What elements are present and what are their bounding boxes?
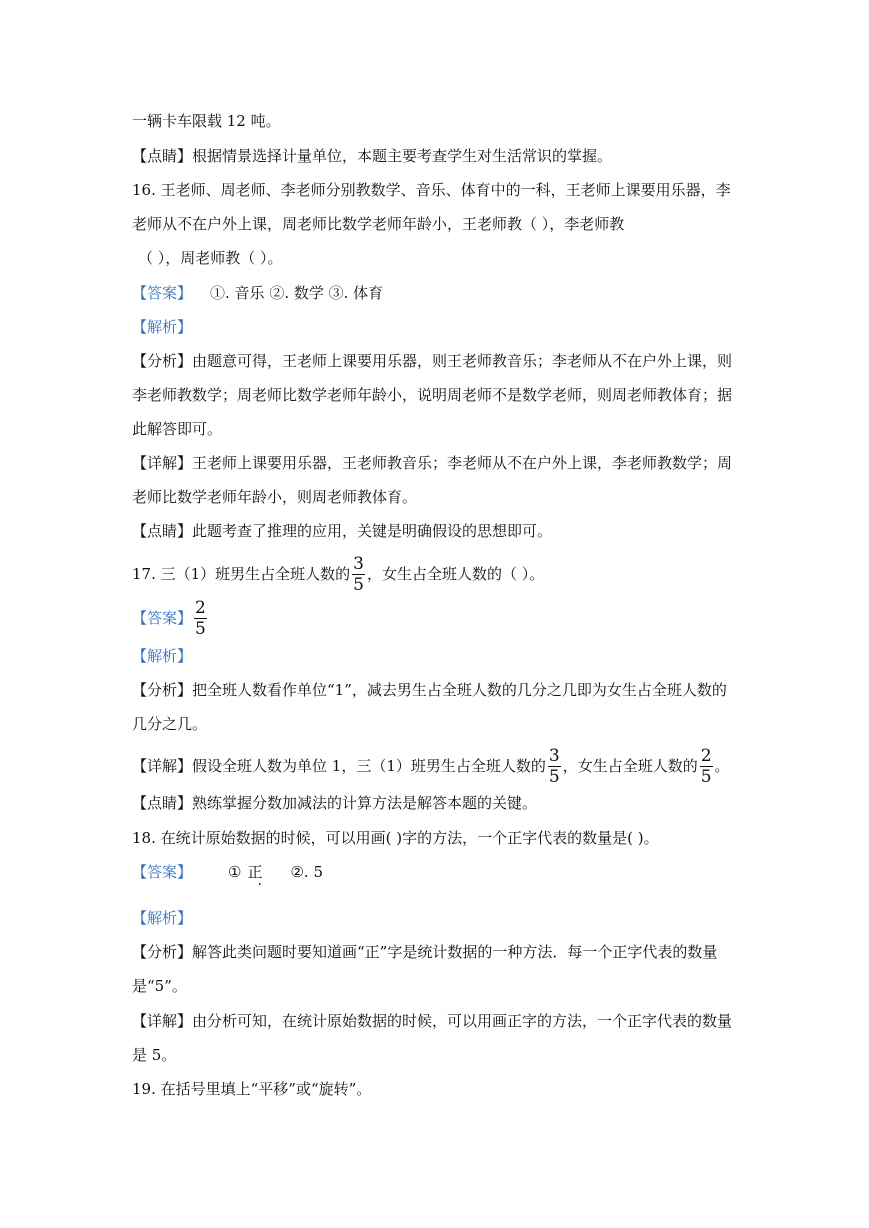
analysis-text: 把全班人数看作单位“1”，减去男生占全班人数的几分之几即为女生占全班人数的 — [192, 681, 727, 699]
detail-text-c: 。 — [714, 757, 730, 775]
q16-stem-line1: 16. 王老师、周老师、李老师分别教数学、音乐、体育中的一科，王老师上课要用乐器，李 — [132, 181, 731, 199]
q17-analysis-line2: 几分之几。 — [132, 715, 208, 733]
q18-jiexi-tag: 【解析】 — [132, 909, 193, 927]
analysis-text: 解答此类问题时要知道画“正”字是统计数据的一种方法．每一个正字代表的数量 — [192, 943, 718, 961]
answer-text: ①. 音乐 ②. 数学 ③. 体育 — [210, 284, 384, 302]
q16-analysis-line1 — [132, 351, 732, 371]
q16-detail-line1 — [132, 453, 732, 473]
fraction-denominator: 5 — [195, 619, 206, 639]
answer-tag: 【答案】 — [132, 284, 193, 302]
q17-stem-a: 17. 三（1）班男生占全班人数的 — [132, 565, 351, 583]
detail-text: 王老师上课要用乐器，王老师教音乐；李老师从不在户外上课，李老师教数学；周 — [192, 454, 733, 472]
detail-text-a: 假设全班人数为单位 1，三（1）班男生占全班人数的 — [192, 757, 546, 775]
q17-jiexi-tag: 【解析】 — [132, 647, 193, 665]
q18-detail-line1 — [132, 1011, 732, 1031]
detail-tag: 【详解】 — [132, 454, 193, 472]
q16-answer — [132, 283, 383, 303]
comment-tag: 【点睛】 — [132, 522, 193, 540]
comment-text: 熟练掌握分数加减法的计算方法是解答本题的关键。 — [192, 794, 538, 812]
analysis-tag: 【分析】 — [132, 681, 193, 699]
q17-comment — [132, 793, 537, 813]
q17-stem-b: ，女生占全班人数的（ ）。 — [367, 565, 545, 583]
q16-jiexi-tag: 【解析】 — [132, 318, 193, 336]
detail-text: 由分析可知，在统计原始数据的时候，可以用画正字的方法，一个正字代表的数量 — [192, 1012, 733, 1030]
fraction-numerator: 2 — [700, 746, 712, 766]
q18-stem: 18. 在统计原始数据的时候，可以用画( )字的方法，一个正字代表的数量是( )。 — [132, 829, 659, 847]
detail-text-b: ，女生占全班人数的 — [562, 757, 698, 775]
analysis-tag: 【分析】 — [132, 352, 193, 370]
fraction-numerator: 3 — [548, 746, 560, 766]
q17-detail — [132, 748, 730, 786]
q17-answer — [132, 600, 209, 638]
q16-detail-line2: 老师比数学老师年龄小，则周老师教体育。 — [132, 488, 418, 506]
q18-analysis-line1 — [132, 942, 717, 962]
detail-tag: 【详解】 — [132, 1012, 193, 1030]
fraction-three-fifths — [352, 556, 365, 594]
q16-analysis-line3: 此解答即可。 — [132, 420, 223, 438]
q16-stem-line3: （ ），周老师教（ ）。 — [138, 249, 283, 267]
comment-tag: 【点睛】 — [132, 147, 193, 165]
comment-text: 此题考查了推理的应用，关键是明确假设的思想即可。 — [192, 522, 553, 540]
answer-1-value: 正 — [247, 863, 263, 881]
prev-comment — [132, 146, 612, 166]
answer-tag: 【答案】 — [132, 609, 193, 627]
answer-1: ① — [228, 863, 242, 881]
fraction-numerator: 3 — [353, 554, 364, 574]
answer-tag: 【答案】 — [132, 863, 193, 881]
fraction-two-fifths — [700, 748, 713, 786]
fraction-denominator: 5 — [700, 767, 712, 787]
analysis-tag: 【分析】 — [132, 943, 193, 961]
comment-text: 根据情景选择计量单位，本题主要考查学生对生活常识的掌握。 — [192, 147, 613, 165]
fraction-denominator: 5 — [548, 767, 560, 787]
q18-answer — [132, 862, 323, 882]
fraction-denominator: 5 — [353, 575, 364, 595]
detail-tag: 【详解】 — [132, 757, 193, 775]
q17-stem — [132, 556, 544, 594]
q16-stem-line2: 老师从不在户外上课，周老师比数学老师年龄小，王老师教（ ），李老师教 — [132, 215, 625, 233]
q16-comment — [132, 521, 552, 541]
answer-2: ②. 5 — [290, 863, 324, 881]
q18-detail-line2: 是 5。 — [132, 1046, 177, 1064]
q17-analysis-line1 — [132, 680, 727, 700]
q19-stem: 19. 在括号里填上“平移”或“旋转”。 — [132, 1080, 372, 1098]
fraction-numerator: 2 — [195, 598, 206, 618]
q16-analysis-line2: 李老师教数学；周老师比数学老师年龄小，说明周老师不是数学老师，则周老师教体育；据 — [132, 386, 733, 404]
fraction-three-fifths — [548, 748, 561, 786]
analysis-text: 由题意可得，王老师上课要用乐器，则王老师教音乐；李老师从不在户外上课，则 — [192, 352, 733, 370]
prev-answer-line: 一辆卡车限载 12 吨。 — [132, 112, 281, 130]
fraction-two-fifths — [194, 600, 207, 638]
q18-analysis-line2: 是“5”。 — [132, 977, 187, 995]
comment-tag: 【点睛】 — [132, 794, 193, 812]
